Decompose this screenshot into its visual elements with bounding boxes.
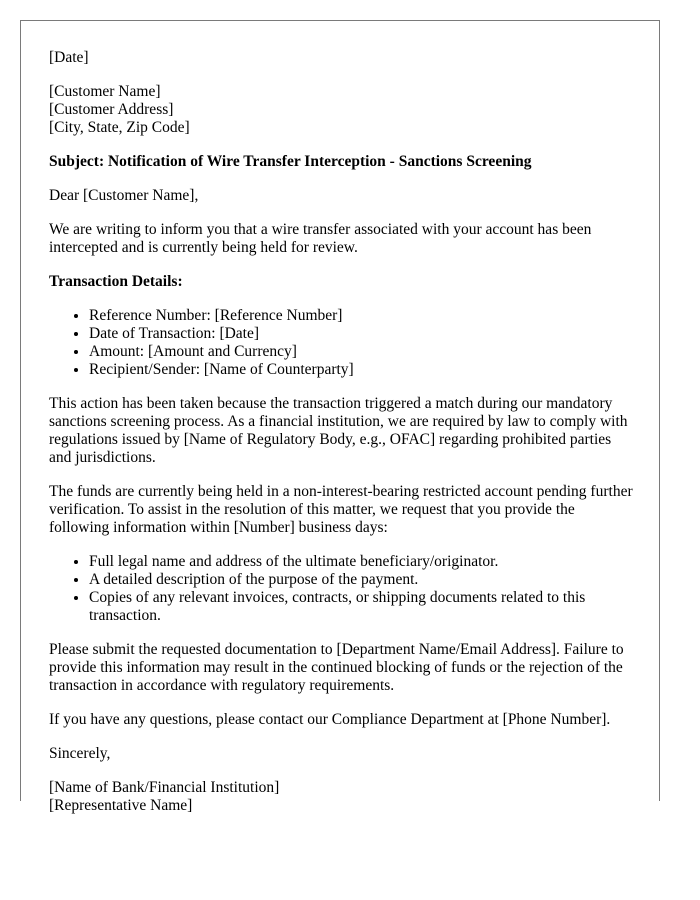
letter-subject: Subject: Notification of Wire Transfer Interception - Sanctions Screening	[49, 153, 532, 170]
transaction-details-heading: Transaction Details:	[49, 273, 183, 290]
transaction-details-list	[49, 307, 635, 379]
signature-block	[49, 779, 635, 815]
list-item-transaction-date: • Date of Transaction: [Date]	[89, 325, 635, 343]
list-item-beneficiary: • Full legal name and address of the ultimate beneficiary/originator.	[89, 553, 635, 571]
recipient-name: [Customer Name]	[49, 83, 161, 100]
submission-paragraph: Please submit the requested documentation to [Department Name/Email Address]. Failure to provide this information may result in the continued blocking of funds or the rejection of the transaction in accordance with regulatory requirements.	[49, 641, 624, 694]
intro-paragraph: We are writing to inform you that a wire transfer associated with your account has been intercepted and is currently being held for review.	[49, 221, 592, 256]
letter-date: [Date]	[49, 49, 89, 66]
recipient-block	[49, 83, 635, 137]
recipient-address: [Customer Address]	[49, 101, 174, 118]
list-item-payment-purpose: • A detailed description of the purpose of the payment.	[89, 571, 635, 589]
list-item-counterparty: • Recipient/Sender: [Name of Counterparty]	[89, 361, 635, 379]
signature-representative: [Representative Name]	[49, 797, 193, 814]
letter-closing: Sincerely,	[49, 745, 111, 762]
reason-paragraph: This action has been taken because the transaction triggered a match during our mandatory sanctions screening process. As a financial institution, we are required by law to comply with regulations issued by [Name of Regulatory Body, e.g., OFAC] regarding prohibited parties and jurisdictions.	[49, 395, 628, 466]
questions-paragraph: If you have any questions, please contact our Compliance Department at [Phone Number].	[49, 711, 611, 728]
letter-page	[20, 20, 660, 814]
list-item-supporting-documents: • Copies of any relevant invoices, contracts, or shipping documents related to this transaction.	[89, 589, 635, 625]
recipient-city-state-zip: [City, State, Zip Code]	[49, 119, 190, 136]
signature-institution: [Name of Bank/Financial Institution]	[49, 779, 280, 796]
list-item-reference-number: • Reference Number: [Reference Number]	[89, 307, 635, 325]
funds-held-paragraph: The funds are currently being held in a non-interest-bearing restricted account pending further verification. To assist in the resolution of this matter, we request that you provide the following information within [Number] business days:	[49, 483, 633, 536]
letter-salutation: Dear [Customer Name],	[49, 187, 199, 204]
letter-body	[49, 49, 635, 831]
requested-items-list	[49, 553, 635, 625]
list-item-amount: • Amount: [Amount and Currency]	[89, 343, 635, 361]
